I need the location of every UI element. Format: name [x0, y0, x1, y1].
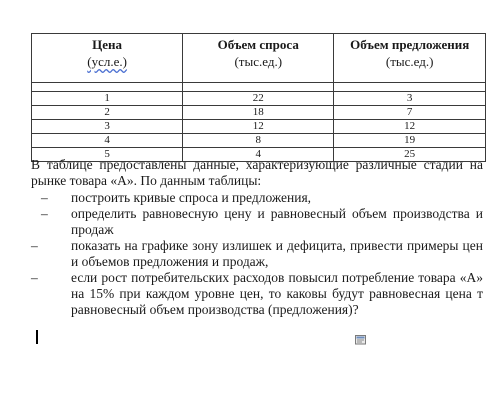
list-item-text: построить кривые спроса и предложения, [71, 190, 312, 205]
header-title: Объем предложения [350, 37, 470, 52]
table-cell: 12 [334, 120, 486, 134]
table-cell: 18 [183, 106, 334, 120]
task-intro-paragraph: В таблице предоставлены данные, характеризующие различные стадии на рынке товара «А». По данным таблицы: [31, 157, 483, 188]
list-item [31, 190, 483, 206]
list-item [31, 238, 483, 270]
table-cell: 1 [32, 92, 183, 106]
list-item-text: определить равновесную цену и равновесный объем производства и продаж [71, 206, 483, 237]
table-cell: 4 [183, 148, 334, 162]
list-dash: – [41, 206, 48, 221]
list-item [31, 206, 483, 238]
text-cursor[interactable] [36, 330, 38, 344]
table-cell: 22 [183, 92, 334, 106]
list-dash: – [31, 238, 38, 253]
table-cell: 2 [32, 106, 183, 120]
list-item-text: показать на графике зону излишек и дефицита, привести примеры цен и объемов предложения и продаж, [71, 238, 483, 269]
table-cell: 12 [183, 120, 334, 134]
list-dash: – [31, 270, 38, 285]
table-cell: 5 [32, 148, 183, 162]
header-unit: (тыс.ед.) [234, 54, 283, 69]
table-cell: 25 [334, 148, 486, 162]
task-list [31, 190, 483, 318]
header-demand [183, 34, 334, 83]
header-title: Объем спроса [217, 37, 299, 52]
table-cell: 7 [334, 106, 486, 120]
table-cell: 8 [183, 134, 334, 148]
table-cell: 4 [32, 134, 183, 148]
table-row [32, 134, 486, 148]
list-item [31, 270, 483, 318]
list-item-text: если рост потребительских расходов повысил потребление товара «А» на 15% при каждом уровне цен, то каковы будут равновесная цена т равновесный объем производства (предложения)? [71, 270, 483, 317]
table-row [32, 106, 486, 120]
table-cell: 3 [334, 92, 486, 106]
table-cell: 19 [334, 134, 486, 148]
list-dash: – [41, 190, 48, 205]
header-price [32, 34, 183, 83]
table-row [32, 92, 486, 106]
embedded-object-icon[interactable] [355, 334, 367, 345]
header-title: Цена [92, 37, 123, 52]
header-unit: (тыс.ед.) [385, 54, 434, 69]
table-row [32, 120, 486, 134]
table-spacer-row [32, 83, 486, 92]
market-data-table [31, 33, 486, 162]
header-unit: (усл.е.) [87, 54, 127, 69]
header-supply [334, 34, 486, 83]
table-cell: 3 [32, 120, 183, 134]
